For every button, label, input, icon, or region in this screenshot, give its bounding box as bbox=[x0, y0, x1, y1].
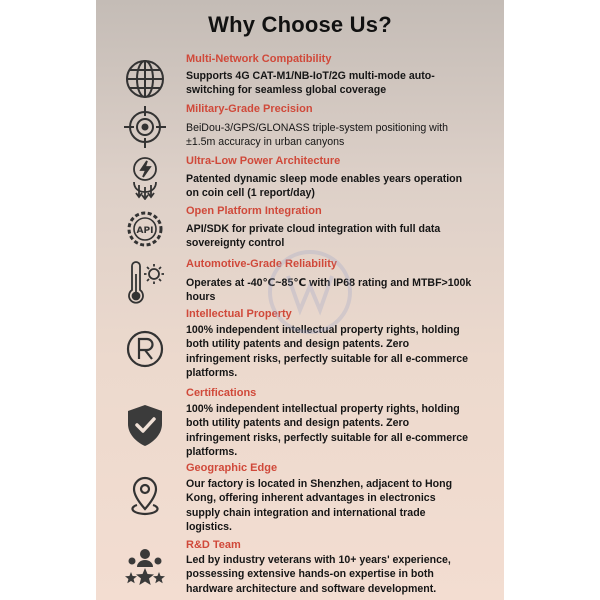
thermometer-sun-icon bbox=[122, 260, 168, 306]
feature-title: Automotive-Grade Reliability bbox=[186, 258, 337, 270]
watermark-logo bbox=[264, 246, 356, 338]
feature-description: Supports 4G CAT-M1/NB-IoT/2G multi-mode auto-switching for seamless global coverage bbox=[186, 70, 435, 97]
features-panel bbox=[96, 0, 504, 600]
feature-title: Certifications bbox=[186, 387, 257, 399]
feature-description: BeiDou-3/GPS/GLONASS triple-system positioning with ±1.5m accuracy in urban canyons bbox=[186, 122, 449, 149]
page-title: Why Choose Us? bbox=[208, 12, 392, 37]
feature-description: Led by industry veterans with 10+ years' experience, possessing extensive hands-on expertise in both hardware architecture and software development. bbox=[186, 554, 451, 595]
shield-check-icon bbox=[122, 402, 168, 448]
api-gear-icon bbox=[122, 206, 168, 252]
feature-description: 100% independent intellectual property rights, holding both utility patents and design patents. Zero infringement risks, perfectly suitable for all e-commerce platforms. bbox=[186, 403, 469, 458]
location-pin-icon bbox=[122, 472, 168, 518]
globe-icon bbox=[122, 56, 168, 102]
feature-title: Ultra-Low Power Architecture bbox=[186, 155, 341, 167]
feature-description: 100% independent intellectual property rights, holding both utility patents and design patents. Zero infringement risks, perfectly suitable for all e-commerce platforms. bbox=[186, 324, 469, 379]
feature-title: Open Platform Integration bbox=[186, 205, 322, 217]
feature-title: Geographic Edge bbox=[186, 462, 278, 474]
registered-trademark-icon bbox=[122, 326, 168, 372]
feature-description: API/SDK for private cloud integration with full data sovereignty control bbox=[186, 223, 441, 250]
feature-description: Patented dynamic sleep mode enables years operation on coin cell (1 report/day) bbox=[186, 173, 463, 200]
feature-title: R&D Team bbox=[186, 539, 241, 551]
feature-title: Military-Grade Precision bbox=[186, 103, 313, 115]
feature-title: Multi-Network Compatibility bbox=[186, 53, 332, 65]
team-stars-icon bbox=[122, 545, 168, 591]
feature-description: Our factory is located in Shenzhen, adjacent to Hong Kong, offering inherent advantages in electronics supply chain integration and international trade logistics. bbox=[186, 478, 453, 533]
feature-title: Intellectual Property bbox=[186, 308, 292, 320]
feature-description: Operates at -40℃~85℃ with IP68 rating and MTBF>100k hours bbox=[186, 277, 472, 304]
lightning-hand-icon bbox=[122, 154, 168, 200]
crosshair-icon bbox=[122, 104, 168, 150]
svg-text:API: API bbox=[136, 226, 154, 236]
